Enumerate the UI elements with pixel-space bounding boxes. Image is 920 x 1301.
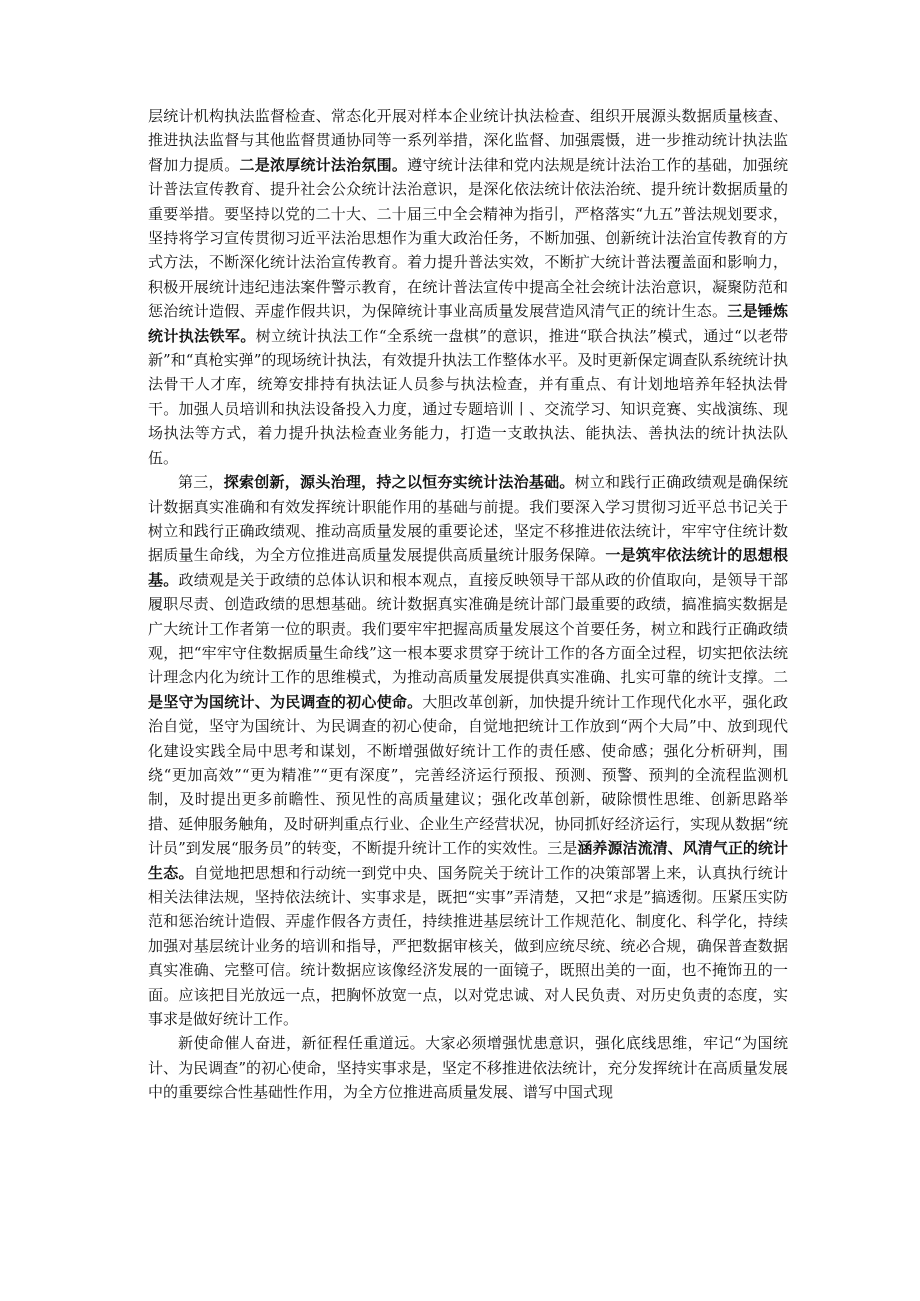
paragraph xyxy=(148,1031,788,1104)
bold-heading-run: 二是浓厚统计法治氛围。 xyxy=(239,155,408,174)
paragraph xyxy=(148,104,788,470)
bold-heading-run: 涵养源洁流清、风清气正的统计生态。 xyxy=(148,839,788,882)
bold-heading-run: 一是筑牢依法统计的思想根基。 xyxy=(148,546,788,589)
bold-heading-run: 三是锤炼统计执法铁军。 xyxy=(148,302,788,345)
bold-heading-run: 探索创新，源头治理，持之以恒夯实统计法治基础。 xyxy=(223,473,575,492)
text-run: 政绩观是关于政绩的总体认识和根本观点，直接反映领导干部从政的价值取向，是领导干部履职尽责、创造政绩的思想基础。统计数据真实准确是统计部门最重要的政绩，搞准搞实数据是广大统计工作者第一位的职责。我们要牢牢把握高质量发展这个首要任务，树立和践行正确政绩观，把“牢牢守住数据质量生命线”这一根本要求贯穿于统计工作的各方面全过程，切实把依法统计理念内化为统计工作的思维模式，为推动高质量发展提供真实准确、扎实可靠的统计支撑。二 xyxy=(148,570,788,687)
text-run: 遵守统计法律和党内法规是统计法治工作的基础，加强统计普法宣传教育、提升社会公众统计法治意识，是深化依法统计依法治统、提升统计数据质量的重要举措。要坚持以党的二十大、二十届三中全会精神为指引，严格落实“九五”普法规划要求，坚持将学习宣传贯彻习近平法治思想作为重大政治任务，不断加强、创新统计法治宣传教育的方式方法，不断深化统计法治宣传教育。着力提升普法实效，不断扩大统计普法覆盖面和影响力，积极开展统计违纪违法案件警示教育，在统计普法宣传中提高全社会统计法治意识，凝聚防范和惩治统计造假、弄虚作假共识，为保障统计事业高质量发展营造风清气正的统计生态。 xyxy=(148,155,788,321)
text-run: 第三， xyxy=(178,473,224,492)
text-run: 树立统计执法工作“全系统一盘棋”的意识，推进“联合执法”模式，通过“以老带新”和“真枪实弹”的现场统计执法，有效提升执法工作整体水平。及时更新保定调查队系统统计执法骨干人才库，统筹安排持有执法证人员参与执法检查，并有重点、有计划地培养年轻执法骨干。加强人员培训和执法设备投入力度，通过专题培训丨、交流学习、知识竞赛、实战演练、现场执法等方式，着力提升执法检查业务能力，打造一支敢执法、能执法、善执法的统计执法队伍。 xyxy=(148,326,788,467)
text-run: 大胆改革创新，加快提升统计工作现代化水平，强化政治自觉，坚守为国统计、为民调查的初心使命，自觉地把统计工作放到“两个大局”中、放到现代化建设实践全局中思考和谋划，不断增强做好统计工作的责任感、使命感；强化分析研判，围绕“更加高效”“更为精准”“更有深度”，完善经济运行预报、预测、预警、预判的全流程监测机制，及时提出更多前瞻性、预见性的高质量建议；强化改革创新，破除惯性思维、创新思路举措、延伸服务触角，及时研判重点行业、企业生产经营状况，协同抓好经济运行，实现从数据“统计员”到发展“服务员”的转变，不断提升统计工作的实效性。三是 xyxy=(148,692,788,858)
text-run: 自觉地把思想和行动统一到党中央、国务院关于统计工作的决策部署上来，认真执行统计相关法律法规，坚持依法统计、实事求是，既把“实事”弄清楚，又把“求是”搞透彻。压紧压实防范和惩治统计造假、弄虚作假各方责任，持续推进基层统计工作规范化、制度化、科学化，持续加强对基层统计业务的培训和指导，严把数据审核关，做到应统尽统、统必合规，确保普查数据真实准确、完整可信。统计数据应该像经济发展的一面镜子，既照出美的一面，也不掩饰丑的一面。应该把目光放远一点，把胸怀放宽一点，以对党忠诚、对人民负责、对历史负责的态度，实事求是做好统计工作。 xyxy=(148,863,788,1029)
text-run: 新使命催人奋进，新征程任重道远。大家必须增强忧患意识，强化底线思维，牢记“为国统计、为民调查”的初心使命，坚持实事求是，坚定不移推进依法统计，充分发挥统计在高质量发展中的重要综合性基础性作用，为全方位推进高质量发展、谱写中国式现 xyxy=(148,1034,788,1102)
paragraph xyxy=(148,470,788,1031)
document-body xyxy=(148,104,788,1105)
bold-heading-run: 是坚守为国统计、为民调查的初心使命。 xyxy=(148,692,423,711)
text-run: 层统计机构执法监督检查、常态化开展对样本企业统计执法检查、组织开展源头数据质量核查、推进执法监督与其他监督贯通协同等一系列举措，深化监督、加强震慑，进一步推动统计执法监督加力提质。 xyxy=(148,107,788,174)
text-run: 树立和践行正确政绩观是确保统计数据真实准确和有效发挥统计职能作用的基础与前提。我们要深入学习贯彻习近平总书记关于树立和践行正确政绩观、推动高质量发展的重要论述，坚定不移推进依法统计，牢牢守住统计数据质量生命线，为全方位推进高质量发展提供高质量统计服务保障。 xyxy=(148,473,788,565)
